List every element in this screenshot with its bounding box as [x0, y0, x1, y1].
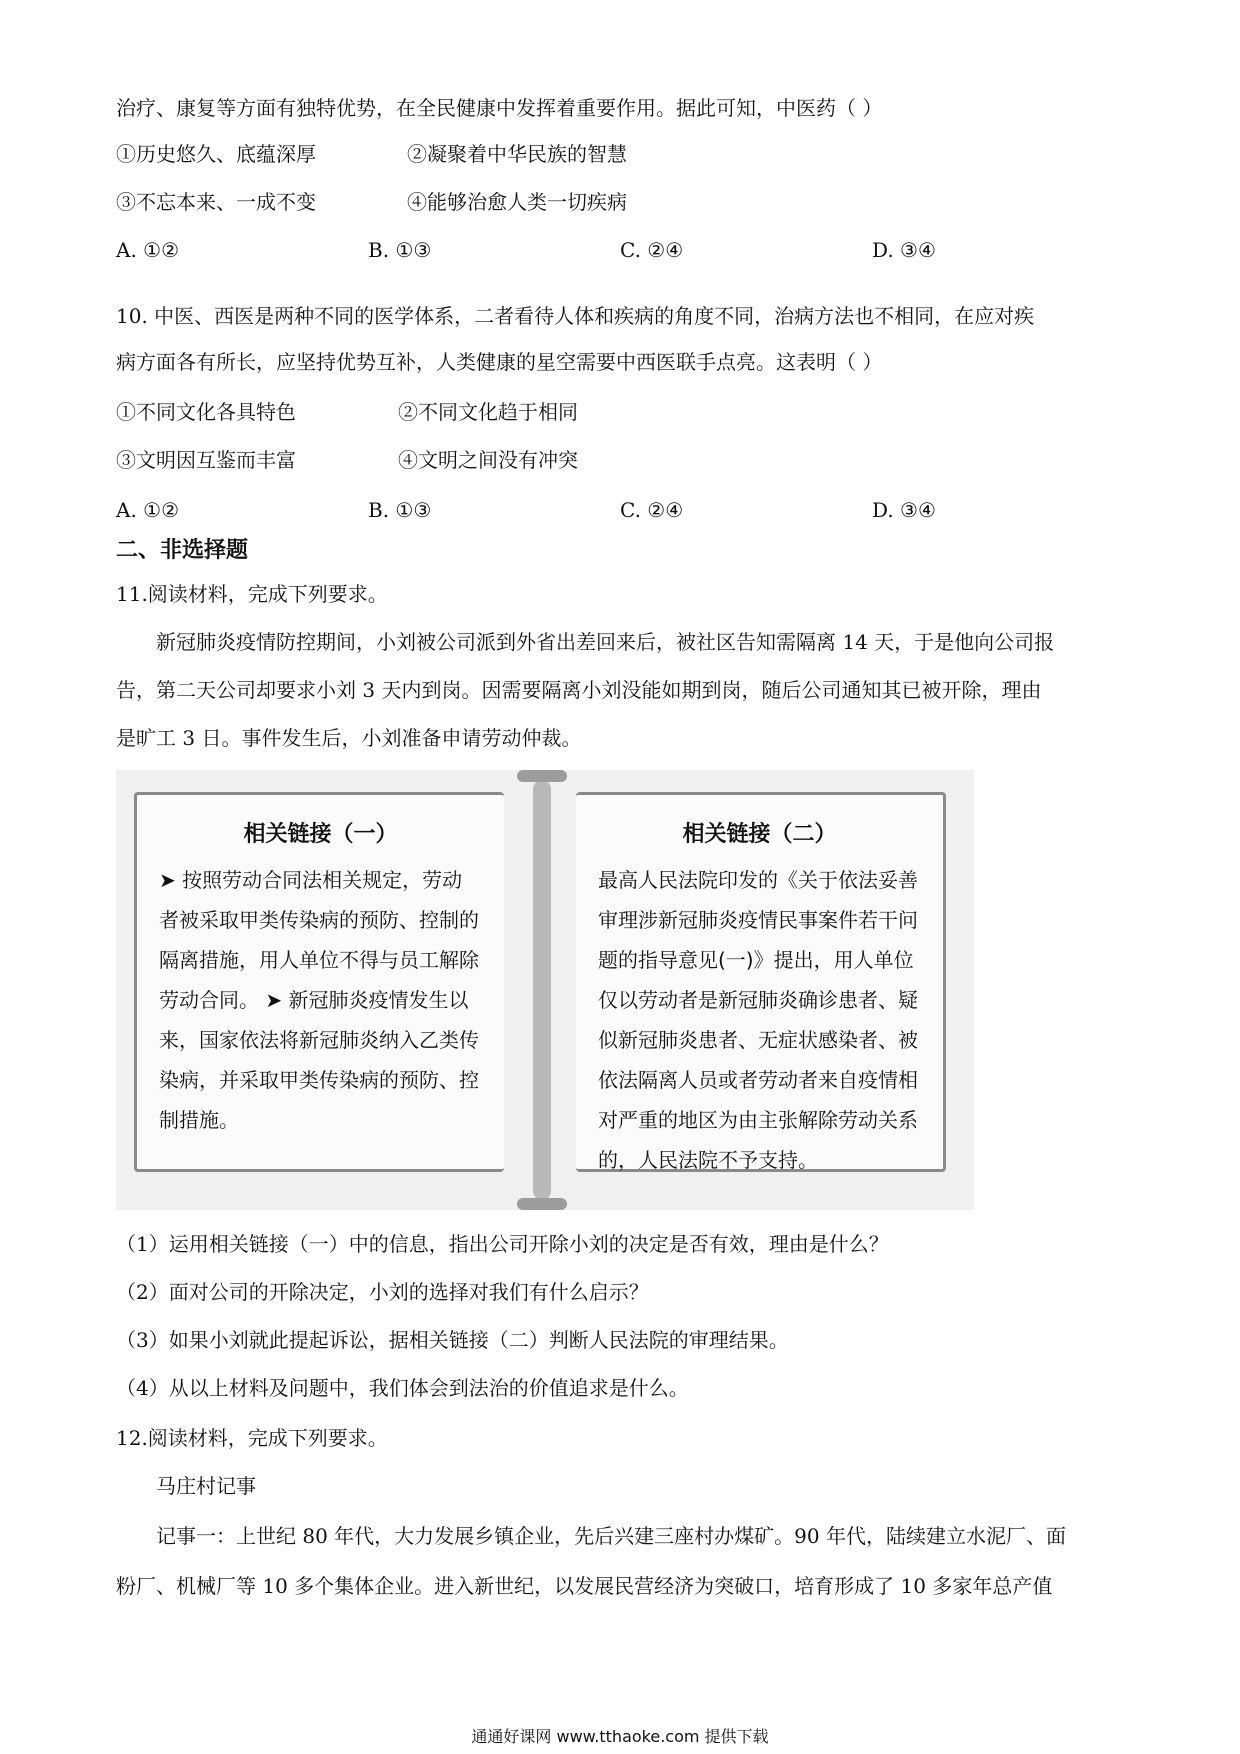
q12-subtitle: 马庄村记事: [156, 1474, 256, 1498]
q10-item-4: ④文明之间没有冲突: [398, 448, 578, 472]
q12-line2: 粉厂、机械厂等 10 多个集体企业。进入新世纪，以发展民营经济为突破口，培育形成了 10 多家年总产值: [116, 1574, 1053, 1598]
related-link-1-title: 相关链接（一）: [243, 822, 398, 847]
q9-item-3: ③不忘本来、一成不变: [116, 190, 316, 214]
related-link-1-panel: [134, 792, 504, 1172]
section-title: 二、非选择题: [116, 538, 249, 563]
q10-item-2: ②不同文化趋于相同: [398, 400, 578, 424]
related-link-2-panel: [576, 792, 946, 1172]
q11-material-line1: 新冠肺炎疫情防控期间，小刘被公司派到外省出差回来后，被社区告知需隔离 14 天，于是他向公司报: [156, 630, 1055, 654]
q10-option-d: D. ③④: [872, 498, 936, 522]
q11-material-line2: 告，第二天公司却要求小刘 3 天内到岗。因需要隔离小刘没能如期到岗，随后公司通知其已被开除，理由: [116, 678, 1042, 702]
q10-stem-line1: 10. 中医、西医是两种不同的医学体系，二者看待人体和疾病的角度不同，治病方法也不相同，在应对疾: [116, 304, 1035, 328]
page-footer: 通通好课网 www.tthaoke.com 提供下载: [471, 1727, 769, 1746]
q9-option-d: D. ③④: [872, 238, 936, 262]
q11-subq-1: （1）运用相关链接（一）中的信息，指出公司开除小刘的决定是否有效，理由是什么？: [116, 1232, 889, 1256]
q11-subq-3: （3）如果小刘就此提起诉讼，据相关链接（二）判断人民法院的审理结果。: [116, 1328, 789, 1352]
related-links-figure: [116, 770, 974, 1210]
q11-title: 11.阅读材料，完成下列要求。: [116, 582, 388, 606]
q9-item-2: ②凝聚着中华民族的智慧: [407, 142, 627, 166]
divider-pillar: [511, 770, 573, 1210]
q11-subq-2: （2）面对公司的开除决定，小刘的选择对我们有什么启示？: [116, 1280, 649, 1304]
q10-option-b: B. ①③: [368, 498, 432, 522]
q9-item-4: ④能够治愈人类一切疾病: [407, 190, 627, 214]
q10-item-3: ③文明因互鉴而丰富: [116, 448, 296, 472]
q11-material-line3: 是旷工 3 日。事件发生后，小刘准备申请劳动仲裁。: [116, 726, 582, 750]
q10-option-c: C. ②④: [620, 498, 684, 522]
q9-item-1: ①历史悠久、底蕴深厚: [116, 142, 316, 166]
q12-line1: 记事一：上世纪 80 年代，大力发展乡镇企业，先后兴建三座村办煤矿。90 年代，陆续建立水泥厂、面: [156, 1524, 1066, 1548]
related-link-1-body: ➤ 按照劳动合同法相关规定，劳动者被采取甲类传染病的预防、控制的隔离措施，用人单位不得与员工解除劳动合同。 ➤ 新冠肺炎疫情发生以来，国家依法将新冠肺炎纳入乙类传染病，并采取甲类传染病的预防、控制措施。: [159, 868, 479, 1132]
q9-option-c: C. ②④: [620, 238, 684, 262]
q10-option-a: A. ①②: [116, 498, 180, 522]
q9-option-b: B. ①③: [368, 238, 432, 262]
q9-stem: 治疗、康复等方面有独特优势，在全民健康中发挥着重要作用。据此可知，中医药（ ）: [116, 96, 883, 120]
q9-option-a: A. ①②: [116, 238, 180, 262]
q10-stem-line2: 病方面各有所长，应坚持优势互补，人类健康的星空需要中西医联手点亮。这表明（ ）: [116, 350, 883, 374]
related-link-2-title: 相关链接（二）: [682, 822, 837, 847]
related-link-2-body: 最高人民法院印发的《关于依法妥善审理涉新冠肺炎疫情民事案件若干问题的指导意见(一)》提出，用人单位仅以劳动者是新冠肺炎确诊患者、疑似新冠肺炎患者、无症状感染者、被依法隔离人员或者劳动者来自疫情相对严重的地区为由主张解除劳动关系的，人民法院不予支持。: [598, 868, 918, 1172]
q10-item-1: ①不同文化各具特色: [116, 400, 296, 424]
q12-title: 12.阅读材料，完成下列要求。: [116, 1426, 388, 1450]
q11-subq-4: （4）从以上材料及问题中，我们体会到法治的价值追求是什么。: [116, 1376, 689, 1400]
